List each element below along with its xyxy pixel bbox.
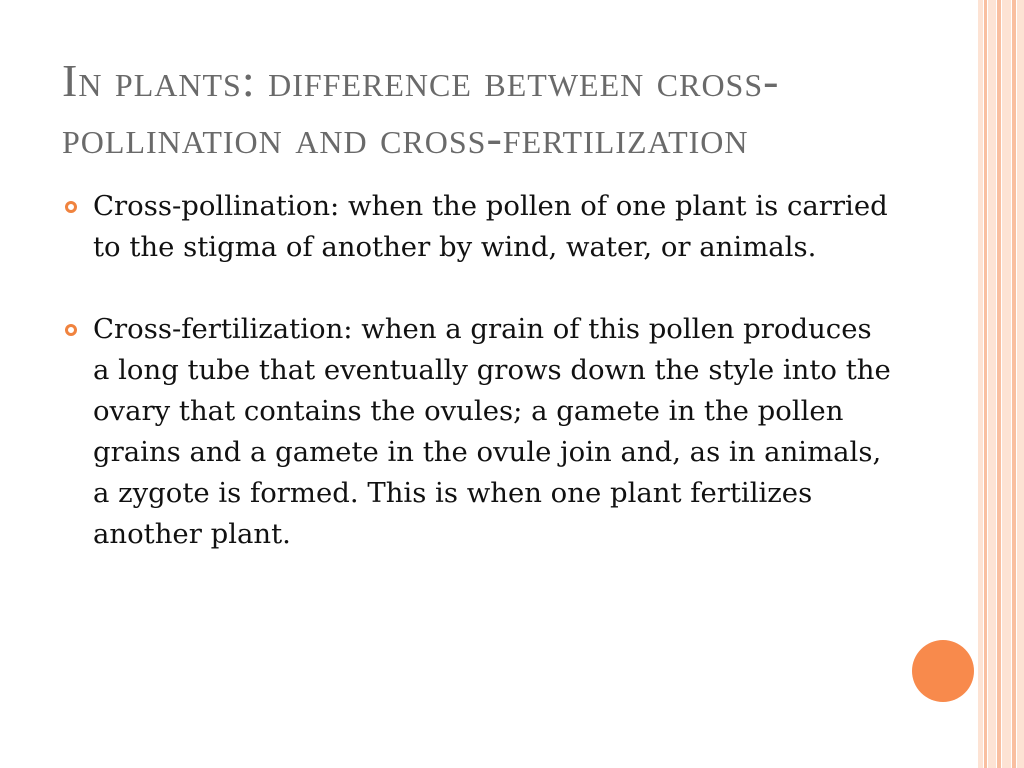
stripe-decoration [1002, 0, 1011, 768]
hollow-circle-bullet-icon [65, 201, 77, 213]
stripe-decoration [978, 0, 983, 768]
decorative-stripes [978, 0, 1024, 768]
bullet-text: Cross-fertilization: when a grain of this pollen produces a long tube that eventually grows down the style into the ovary that contains the ovules; a gamete in the pollen grains and a gamete in the ovule join and, as in animals, a zygote is formed. This is when one plant fertilizes another plant. [93, 313, 891, 550]
bullet-item-cross-fertilization [62, 309, 892, 555]
slide-title: In plants: difference between cross-pollination and cross-fertilization [62, 55, 780, 163]
bullet-text: Cross-pollination: when the pollen of one plant is carried to the stigma of another by wind, water, or animals. [93, 190, 888, 263]
stripe-decoration [1012, 0, 1016, 768]
stripe-decoration [988, 0, 996, 768]
stripe-decoration [997, 0, 1001, 768]
orange-circle-decoration-icon [912, 640, 974, 702]
bullet-item-cross-pollination [62, 186, 892, 268]
stripe-decoration [1017, 0, 1024, 768]
bullet-list [62, 186, 892, 555]
hollow-circle-bullet-icon [65, 324, 77, 336]
stripe-decoration [984, 0, 987, 768]
